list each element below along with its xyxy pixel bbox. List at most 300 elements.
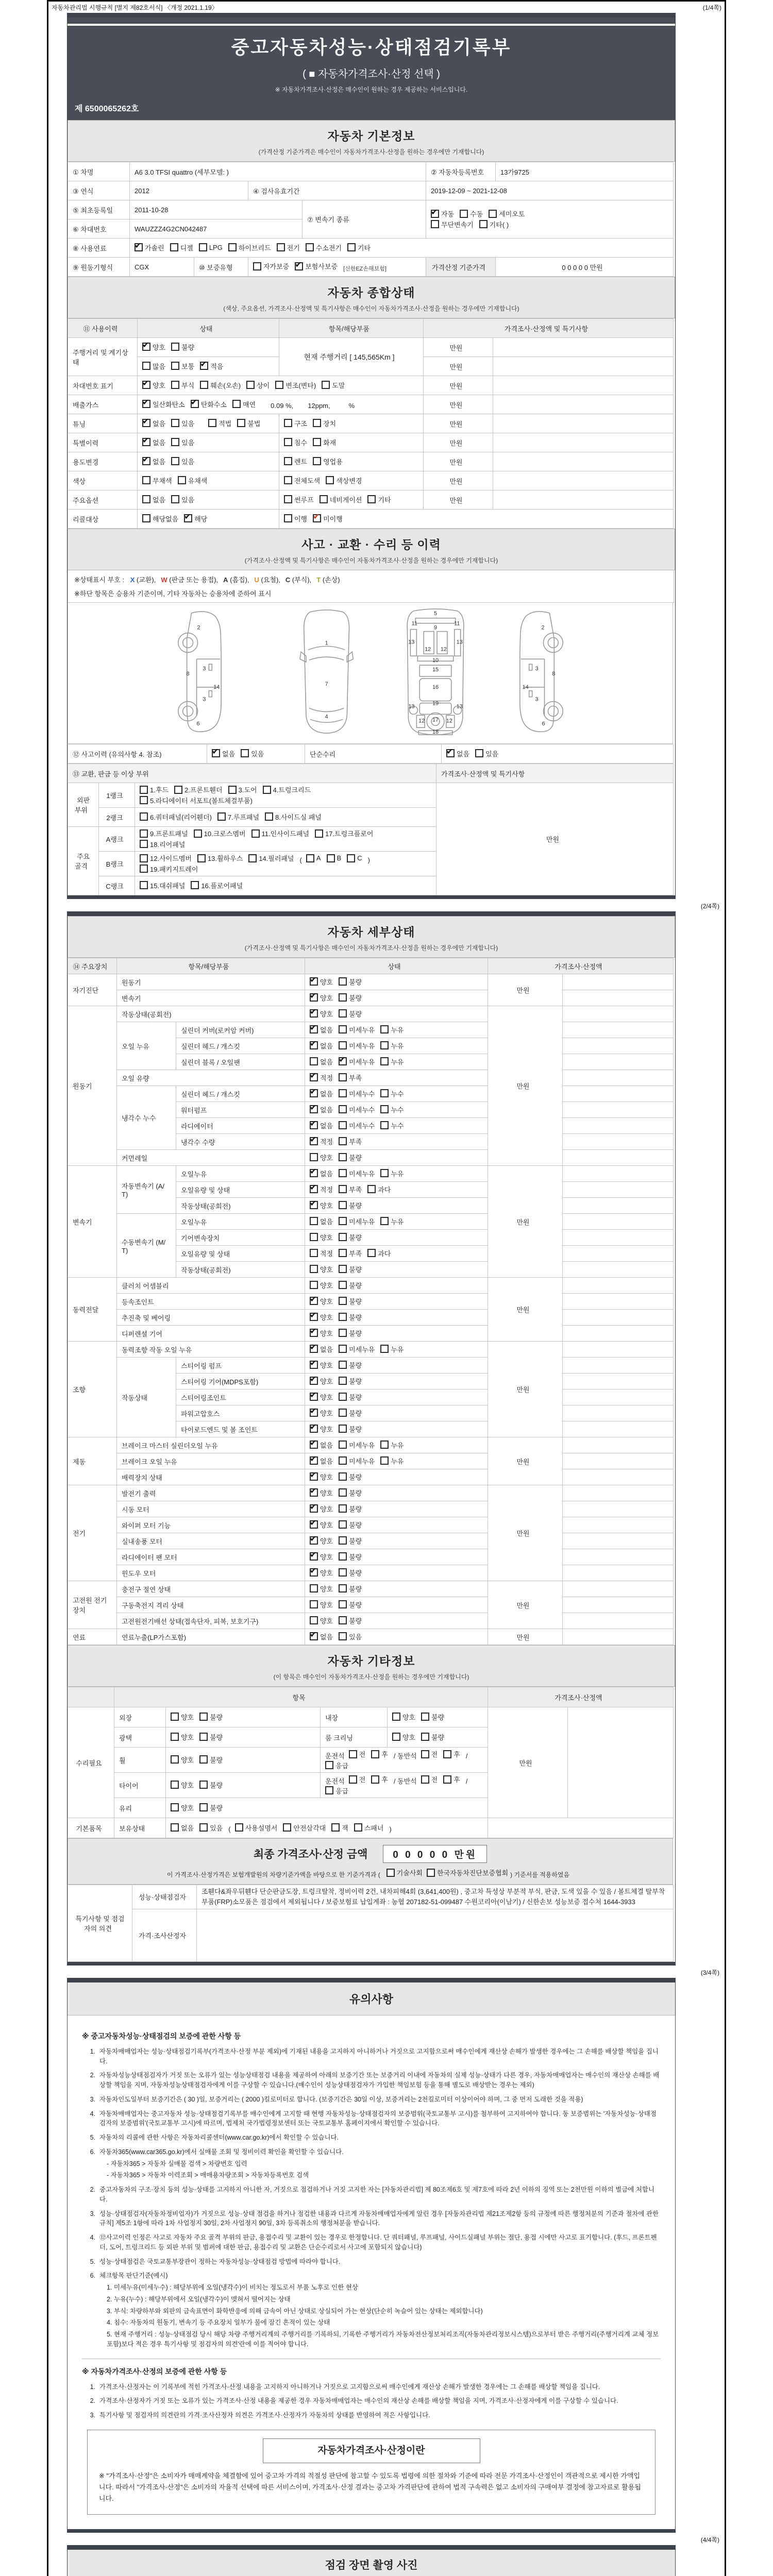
checkbox-checked: ✔ 일산화탄소	[142, 399, 185, 409]
form-text-cell: 만원	[488, 1707, 568, 1818]
checkbox-checked: ✔ 미이행	[313, 514, 343, 523]
form-text-cell: 오일누유	[176, 1214, 305, 1230]
form-text-cell: 2랭크	[99, 808, 135, 827]
diagram-number: 15	[432, 667, 439, 673]
checkbox-unchecked: 양호	[310, 1153, 333, 1162]
form-text-cell: 0 0 0 0 0 만원	[496, 258, 674, 277]
checkbox-unchecked: 양호	[310, 1232, 333, 1242]
form-text-cell	[563, 1453, 674, 1469]
notice-item: 2. 자동차성능상태점검자가 거짓 또는 오류가 있는 성능상태점검 내용을 제공하여 아래의 보증기간 또는 보증거리 이내에 자동차의 실제 성능·상태가 다른 경우, 자동차매매업자는 매수인의 재산상 손해를 배상할 책임을 지며, 자동차성능상태점검자에게 이를 구상할 수 있습니다.(매수인이 성능상태점검자가 가입한 책임보험 등을 통해 별도로 배상받는 경우는 제외)	[90, 2072, 660, 2089]
checkbox-unchecked: 무단변속기	[431, 219, 474, 229]
document-header	[68, 18, 675, 120]
form-text-cell: 상태	[138, 319, 279, 338]
form-text-cell: 만원	[488, 1006, 563, 1166]
form-text-cell: 스티어링 기어(MDPS포함)	[176, 1374, 305, 1389]
form-field-cell	[305, 1389, 488, 1405]
form-table	[68, 958, 674, 1645]
checkbox-unchecked: 미세누유	[339, 1456, 375, 1466]
notice-item: 1. 가격조사·산정자는 이 기록부에 적힌 가격조사·산정 내용을 고지하지 아니하거나 거짓으로 고지함으로써 매수인에게 재산상 손해가 발생한 경우에는 그 손해를 배상할 책임을 집니다.	[90, 2383, 600, 2391]
notice-subitem: 4. 침수: 자동차의 원동기, 변속기 등 주요장치 일부가 물에 잠긴 흔적이 있는 상태	[107, 2319, 330, 2327]
checkbox-unchecked: 불량	[339, 1488, 362, 1498]
form-text-cell: 추진축 및 베어링	[117, 1310, 305, 1326]
section-title: 사고 · 교환 · 수리 등 이력	[301, 538, 441, 551]
form-text-cell: 만원	[424, 376, 493, 395]
form-text-cell: 작동상태(공회전)	[176, 1198, 305, 1214]
form-text-cell	[563, 1485, 674, 1501]
checkbox-unchecked: 전	[349, 1749, 366, 1759]
form-text-cell: 원동기	[117, 974, 305, 990]
basic-info-table	[68, 162, 675, 277]
checkbox-unchecked: 썬루프	[284, 495, 314, 504]
form-text-cell	[493, 452, 674, 471]
form-text-cell: 실내송풍 모터	[117, 1533, 305, 1549]
checkbox-unchecked: 미세누유	[339, 1344, 375, 1354]
checkbox-checked: ✔ 양호	[142, 380, 165, 390]
checkbox-unchecked: 부족	[339, 1073, 362, 1082]
notice-item: 3. 자동차인도일부터 보증기간은 ( 30 )일, 보증거리는 ( 2000 )킬로미터로 합니다. (보증기간은 30일 이상, 보증거리는 2천킬로미터 이상이어야 하며, 그 중 먼저 도래한 것을 적용)	[90, 2095, 583, 2103]
form-text-cell	[493, 490, 674, 510]
info-box-title: 자동차가격조사·산정이란	[263, 2438, 480, 2464]
checkbox-unchecked: 색상변경	[326, 476, 362, 485]
checkbox-unchecked: 불량	[339, 1200, 362, 1210]
form-text-cell: 타이어	[114, 1773, 166, 1798]
checkbox-unchecked: 화재	[313, 437, 336, 447]
checkbox-unchecked: 불량	[339, 1504, 362, 1514]
final-price-label: 최종 가격조사·산정 금액	[253, 1849, 368, 1860]
form-text-cell: 배력장치 상태	[117, 1469, 305, 1485]
checkbox-unchecked: 누유	[380, 1344, 404, 1354]
checkbox-unchecked: 누유	[380, 1456, 404, 1466]
checkbox-unchecked: 장치	[313, 418, 336, 428]
form-text-cell: 만원	[424, 433, 493, 452]
form-text-cell	[563, 1198, 674, 1214]
form-text-cell: ② 자동차등록번호	[426, 162, 496, 181]
form-text-cell: A랭크	[99, 827, 135, 852]
form-field-cell	[305, 1597, 488, 1613]
checkbox-unchecked: 기술사회	[386, 1868, 423, 1877]
checkbox-unchecked: 영업용	[313, 456, 343, 466]
form-text-cell: 외장	[114, 1707, 166, 1727]
form-field-cell	[305, 990, 488, 1006]
checkbox-unchecked: 불량	[339, 1600, 362, 1609]
checkbox-unchecked: 불량	[339, 1264, 362, 1274]
checkbox-unchecked: 매연	[232, 399, 256, 409]
checkbox-unchecked: 불량	[339, 1009, 362, 1019]
checkbox-unchecked: 불량	[339, 1520, 362, 1530]
diagram-number: 11	[411, 620, 418, 627]
status-code: U (요철),	[254, 576, 280, 584]
checkbox-unchecked: 많음	[142, 361, 165, 371]
form-field-cell: 12.사이드멤버 13.휠하우스 14.필러패널 ( A B C ) 19.패키지트레이	[135, 852, 436, 876]
form-field-cell	[305, 1278, 488, 1294]
form-field-cell	[135, 808, 436, 827]
form-text-cell: 만원	[488, 1437, 563, 1485]
form-field-cell	[305, 1102, 488, 1118]
form-text-cell	[563, 1118, 674, 1134]
form-text-cell	[563, 1565, 674, 1581]
info-box-text: ※ "가격조사·산정"은 소비자가 매매계약을 체결함에 있어 중고차 가격의 적절성 판단에 참고할 수 있도록 법령에 의한 절차와 기준에 따라 전문 가격조사·산정인이 객관적으로 제시한 가액입니다. 따라서 "가격조사·산정"은 소비자의 자율적 선택에 따른 서비스이며, 가격조사·산정 결과는 중고차 가격판단에 관하여 법적 구속력은 없고 소비자의 구매여부 결정에 참고자료로 활용됩니다.	[99, 2472, 641, 2503]
checkbox-unchecked: 미세누유	[339, 1216, 375, 1226]
form-text-cell: 13가9725	[496, 162, 674, 181]
checkbox-unchecked: 16.플로어패널	[191, 880, 243, 890]
checkbox-unchecked: 있음	[339, 1632, 362, 1641]
form-field-cell	[279, 471, 424, 490]
form-text-cell	[563, 1038, 674, 1054]
form-text-cell	[563, 1150, 674, 1166]
checkbox-unchecked: 11.인사이드패널	[251, 828, 309, 838]
form-text-cell: 제동	[68, 1437, 117, 1485]
form-text-cell	[563, 1054, 674, 1070]
form-field-cell	[305, 1150, 488, 1166]
form-field-cell	[279, 510, 674, 529]
notice-item: 3. 성능·상태점검자(자동차정비업자)가 거짓으로 성능·상태 점검을 하거나 점검한 내용과 다르게 자동차매매업자에게 알린 경우 [자동차관리법 제21조제2항 등의 규정에 따른 행정처분의 기준과 절차에 관한 규칙] 제5조 1항에 따라 1차 사업정지 30일, 2차 사업정지 90일, 3차 등록취소의 행정처분을 받습니다.	[90, 2210, 659, 2227]
form-field-cell	[305, 1405, 488, 1421]
checkbox-unchecked: 불량	[339, 1408, 362, 1418]
notice-list-2	[82, 2185, 661, 2349]
form-text-cell: 가격산정 기준가격	[426, 258, 496, 277]
checkbox-checked: ✔ 양호	[310, 1520, 333, 1530]
form-field-cell	[138, 433, 279, 452]
form-text-cell: 연료	[68, 1629, 117, 1645]
checkbox-checked: ✔ 보험사보증	[295, 261, 338, 271]
diagram-number: 1	[325, 640, 328, 647]
form-field-cell	[135, 827, 436, 852]
form-text-cell: 실린더 커버(로커암 커버)	[176, 1022, 305, 1038]
form-field-cell	[166, 1727, 321, 1748]
form-text-cell: 타이로드엔드 및 볼 조인트	[176, 1421, 305, 1437]
form-field-cell	[305, 1469, 488, 1485]
checkbox-unchecked: 불량	[199, 1712, 223, 1722]
form-text-cell: 라디에이터 팬 모터	[117, 1549, 305, 1565]
checkbox-unchecked: 후	[443, 1774, 460, 1784]
checkbox-checked: ✔ 양호	[310, 1392, 333, 1402]
checkbox-unchecked: 상이	[246, 380, 270, 390]
checkbox-unchecked: 불량	[339, 1153, 362, 1162]
form-text-cell: 실린더 헤드 / 개스킷	[176, 1038, 305, 1054]
notice-subitem: 1. 미세누유(미세누수) : 해당부위에 오일(냉각수)이 비치는 정도로서 부품 노후로 인한 현상	[107, 2284, 358, 2292]
form-text-cell	[563, 1613, 674, 1629]
checkbox-checked: ✔ 없음	[142, 456, 165, 466]
form-table	[68, 744, 674, 764]
form-field-cell	[305, 1246, 488, 1262]
form-text-cell: 용도변경	[68, 452, 138, 471]
checkbox-checked: ✔ 적정	[310, 1137, 333, 1146]
checkbox-checked: ✔ 없음	[310, 1168, 333, 1178]
checkbox-unchecked: 디젤	[170, 243, 193, 252]
checkbox-checked: ✔ 양호	[310, 1376, 333, 1386]
form-text-cell	[563, 1581, 674, 1597]
legend-note: ※하단 항목은 승용차 기준이며, 기타 자동차는 승용차에 준하여 표시	[74, 590, 272, 598]
form-text-cell: 고전원 전기장치	[68, 1581, 117, 1629]
form-field-cell: 자가보증 ✔ 보험사보증 [신한EZ손해보험]	[248, 258, 426, 277]
diagram-number: 13	[456, 703, 463, 710]
form-text-cell: 오일유량 및 상태	[176, 1246, 305, 1262]
page-4	[67, 2545, 676, 2576]
checkbox-unchecked: 양호	[171, 1780, 194, 1790]
form-field-cell	[305, 1310, 488, 1326]
diagram-number: 5	[434, 610, 438, 617]
form-text-cell: 만원	[488, 1278, 563, 1342]
form-text-cell	[563, 1230, 674, 1246]
form-text-cell: 튜닝	[68, 414, 138, 433]
section-subtitle: (이 항목은 매수인이 자동차가격조사·산정을 원하는 경우에만 기재합니다)	[273, 1673, 469, 1681]
checkbox-unchecked: 양호	[392, 1732, 415, 1742]
form-text-cell: ⑭ 주요장치	[68, 958, 117, 974]
form-text-cell: 가격·조사산정자	[132, 1909, 197, 1961]
checkbox-unchecked: 있음	[171, 456, 194, 466]
checkbox-checked: ✔ 양호	[310, 1312, 333, 1322]
form-text-cell: 수리필요	[68, 1707, 114, 1818]
checkbox-unchecked: 없음	[310, 1216, 333, 1226]
notice-item: 5. 자동차의 리콜에 관한 사항은 자동차리콜센터(www.car.go.kr)에서 확인할 수 있습니다.	[90, 2134, 339, 2142]
form-text-cell: 스티어링 펌프	[176, 1358, 305, 1374]
form-text-cell: 주요 골격	[68, 827, 99, 895]
checkbox-unchecked: 누유	[380, 1041, 404, 1050]
checkbox-checked: ✔ 적정	[310, 1073, 333, 1082]
form-text-cell	[493, 395, 674, 414]
checkbox-unchecked: 부족	[339, 1184, 362, 1194]
form-text-cell	[563, 1597, 674, 1613]
form-field-cell	[135, 783, 436, 808]
checkbox-unchecked: 미세누유	[339, 1041, 375, 1050]
checkbox-unchecked: 세미오토	[489, 209, 525, 218]
form-text-cell: ⑤ 최초등록일	[68, 200, 130, 219]
checkbox-unchecked: 누유	[380, 1216, 404, 1226]
form-text-cell	[563, 1262, 674, 1278]
checkbox-unchecked: 구조	[284, 418, 307, 428]
checkbox-unchecked: 양호	[392, 1712, 415, 1722]
checkbox-unchecked: 없음	[171, 1823, 194, 1833]
diagram-number: 7	[325, 681, 328, 687]
form-text-cell: 시동 모터	[117, 1501, 305, 1517]
checkbox-unchecked: 있음	[241, 749, 264, 758]
checkbox-unchecked: 렌트	[284, 456, 307, 466]
form-text-cell: 만원	[424, 357, 493, 376]
form-text-cell: 라디에이터	[176, 1118, 305, 1134]
panel-exchange-table	[68, 764, 675, 895]
form-text-cell: 자기진단	[68, 974, 117, 1006]
checkbox-checked: ✔ 양호	[142, 342, 165, 352]
form-text-cell	[488, 1818, 674, 1838]
other-info-table	[68, 1687, 675, 1838]
page-marker-2: (2/4쪽)	[700, 903, 719, 910]
diagram-number: 14	[213, 684, 220, 690]
form-text-cell	[563, 1310, 674, 1326]
form-field-cell	[305, 1549, 488, 1565]
checkbox-unchecked: 한국자동차진단보증협회	[427, 1868, 508, 1877]
checkbox-checked: ✔ 해당	[184, 514, 207, 523]
checkbox-unchecked: 과다	[367, 1248, 391, 1258]
form-field-cell	[279, 433, 424, 452]
notice-list-3	[82, 2382, 661, 2420]
form-text-cell: 만원	[488, 974, 563, 1006]
checkbox-unchecked: 누유	[380, 1168, 404, 1178]
form-text-cell	[563, 1022, 674, 1038]
checkbox-unchecked: 미세누유	[339, 1440, 375, 1450]
form-text-cell: 만원	[488, 1581, 563, 1629]
checkbox-unchecked: 스패너	[354, 1823, 384, 1833]
checkbox-unchecked: 8.사이드실 패널	[265, 812, 322, 822]
form-text-cell	[563, 1437, 674, 1453]
form-text-cell: 룸 크리닝	[321, 1727, 388, 1748]
page-1	[67, 13, 676, 899]
checkbox-unchecked: 불량	[339, 993, 362, 1003]
form-text-cell: 휠	[114, 1748, 166, 1773]
form-field-cell	[138, 414, 279, 433]
checkbox-unchecked: 응급	[325, 1760, 348, 1770]
checkbox-checked: ✔ 양호	[310, 1424, 333, 1434]
notice-title: 유의사항	[68, 1982, 675, 2015]
checkbox-unchecked: LPG	[199, 243, 223, 251]
checkbox-unchecked: 불량	[339, 1616, 362, 1625]
form-table	[68, 318, 674, 529]
checkbox-unchecked: 양호	[171, 1755, 194, 1765]
form-field-cell	[207, 744, 305, 764]
form-field-cell	[166, 1798, 488, 1818]
form-text-cell: 2012	[130, 181, 248, 200]
checkbox-checked: ✔ 양호	[310, 1504, 333, 1514]
checkbox-unchecked: 후	[443, 1749, 460, 1759]
form-text-cell: 작동상태(공회전)	[176, 1262, 305, 1278]
section-title: 자동차 기타정보	[327, 1654, 415, 1668]
checkbox-unchecked: 전	[349, 1774, 366, 1784]
form-field-cell	[305, 1581, 488, 1597]
checkbox-unchecked: 양호	[171, 1732, 194, 1742]
diagram-number: 11	[454, 620, 460, 627]
form-field-cell	[138, 510, 279, 529]
form-text-cell	[568, 1707, 674, 1818]
form-text-cell: 전기	[68, 1485, 117, 1581]
page-marker-3: (3/4쪽)	[700, 1969, 719, 1976]
form-text-cell	[563, 1517, 674, 1533]
checkbox-unchecked: 18.리어패널	[140, 839, 185, 849]
checkbox-unchecked: 누수	[380, 1089, 404, 1098]
form-text-cell: 발전기 출력	[117, 1485, 305, 1501]
form-text-cell	[563, 1182, 674, 1198]
checkbox-unchecked: 12.사이드멤버	[140, 853, 192, 863]
form-text-cell: ⑦ 변속기 종류	[303, 200, 426, 239]
form-text-cell: 동력전달	[68, 1278, 117, 1342]
form-text-cell: 만원	[424, 395, 493, 414]
status-code: A (흠집),	[223, 576, 249, 584]
page-marker-4: (4/4쪽)	[700, 2536, 719, 2544]
checkbox-unchecked: 보통	[171, 361, 194, 371]
form-text-cell: 가격조사·산정액 및 특기사항	[424, 319, 674, 338]
checkbox-unchecked: 미세누수	[339, 1105, 375, 1114]
section-subtitle: (가격조사·산정액 및 특기사항은 매수인이 자동차가격조사·산정을 원하는 경우에만 기재합니다)	[244, 944, 498, 952]
form-field-cell	[166, 1707, 321, 1727]
diagram-number: 19	[432, 700, 439, 707]
notice-subitem: - 자동차365 > 자동차 실매물 검색 > 차량번호 입력	[107, 2160, 247, 2167]
form-field-cell	[305, 1086, 488, 1102]
checkbox-unchecked: 1.후드	[140, 785, 169, 794]
diagram-number: 3	[203, 666, 206, 672]
checkbox-checked: ✔ 양호	[310, 1472, 333, 1482]
checkbox-checked: ✔ 적정	[310, 1184, 333, 1194]
form-field-cell	[138, 471, 279, 490]
checkbox-unchecked: 미세누유	[339, 1025, 375, 1035]
checkbox-unchecked: 후	[371, 1774, 388, 1784]
form-field-cell: 없음 있음 ( 사용설명서 안전삼각대 잭 스패너 )	[166, 1818, 488, 1838]
checkbox-unchecked: 전체도색	[284, 476, 320, 485]
form-table	[68, 1687, 674, 1838]
checkbox-unchecked: 19.패키지트레이	[140, 864, 198, 874]
form-text-cell	[493, 433, 674, 452]
checkbox-checked: ✔ 없음	[310, 1025, 333, 1035]
checkbox-unchecked: 누수	[380, 1105, 404, 1114]
form-text-cell: 변속기	[117, 990, 305, 1006]
checkbox-checked: ✔ 양호	[310, 977, 333, 987]
checkbox-checked: ✔ 자동	[431, 209, 454, 218]
checkbox-unchecked: 수동	[460, 209, 483, 218]
diagram-number: 8	[552, 670, 556, 677]
section-title: 자동차 기본정보	[327, 129, 415, 143]
form-text-cell: 클러치 어셈블리	[117, 1278, 305, 1294]
checkbox-unchecked: 안전삼각대	[283, 1823, 326, 1833]
checkbox-unchecked: 있음	[171, 437, 194, 447]
checkbox-checked: ✔ 양호	[310, 1296, 333, 1306]
form-text-cell: 특기사항 및 점검자의 의견	[68, 1885, 132, 1961]
checkbox-unchecked: 13.휠하우스	[197, 853, 243, 863]
form-field-cell	[426, 200, 674, 239]
status-code: T (손상)	[316, 576, 340, 584]
form-field-cell: 운전석 전 후 / 동반석 전 후 / 응급	[321, 1773, 488, 1798]
form-field-cell	[305, 1565, 488, 1581]
section-subtitle: (색상, 주요옵션, 가격조사·산정액 및 특기사항은 매수인이 자동차가격조사·산정을 원하는 경우에만 기재합니다)	[223, 305, 519, 312]
notice-item: 4. ⑫사고이력 인정은 사고로 자동차 주요 골격 부위의 판금, 용접수리 및 교환이 있는 경우로 한정합니다. 단 쿼터패널, 루프패널, 사이드실패널 부위는 절단, 용접 시에만 사고로 표기합니다. (후드, 프론트펜더, 도어, 트렁크리드 등 외판 부위 및 범퍼에 대한 판금, 용접수리 및 교환은 단순수리로서 사고에 포함되지 않습니다)	[90, 2234, 657, 2251]
form-text-cell: 연료누출(LP가스포함)	[117, 1629, 305, 1645]
form-text-cell: 만원	[424, 452, 493, 471]
form-field-cell	[305, 1070, 488, 1086]
vehicle-diagram	[68, 603, 673, 744]
form-text-cell: 스티어링조인트	[176, 1389, 305, 1405]
form-text-cell: ④ 검사유효기간	[248, 181, 426, 200]
form-text-cell	[563, 1070, 674, 1086]
diagram-number: 13	[456, 639, 463, 646]
checkbox-unchecked: 6.쿼터패널(리어휀더)	[140, 812, 212, 822]
form-text-cell: ③ 연식	[68, 181, 130, 200]
form-text-cell	[563, 1405, 674, 1421]
form-text-cell: 보유상태	[114, 1818, 166, 1838]
checkbox-checked: ✔ 없음	[310, 1344, 333, 1354]
checkbox-unchecked: 과다	[367, 1184, 391, 1194]
form-text-cell	[563, 1358, 674, 1374]
checkbox-unchecked: 침수	[284, 437, 307, 447]
checkbox-unchecked: 15.대쉬패널	[140, 880, 185, 890]
form-field-cell	[305, 1166, 488, 1182]
checkbox-unchecked: 불량	[339, 1280, 362, 1290]
form-field-cell	[305, 1230, 488, 1246]
checkbox-unchecked: 양호	[310, 1264, 333, 1274]
form-text-cell: 자동변속기 (A/T)	[117, 1166, 176, 1214]
form-text-cell	[563, 1294, 674, 1310]
checkbox-unchecked: 불량	[421, 1732, 444, 1742]
checkbox-unchecked: 있음	[475, 749, 498, 758]
form-text-cell: 항목	[114, 1687, 488, 1707]
checkbox-unchecked: 불량	[199, 1755, 223, 1765]
accident-summary-table	[68, 744, 675, 764]
form-text-cell: 원동기	[68, 1006, 117, 1166]
checkbox-unchecked: 2.프론트휀더	[174, 785, 223, 794]
checkbox-unchecked: 훼손(오손)	[200, 380, 241, 390]
status-code: W (판금 또는 용접),	[161, 576, 219, 584]
section-basic-info	[68, 120, 675, 162]
document-subtitle: ( ■ 자동차가격조사·산정 선택 )	[303, 69, 440, 80]
checkbox-unchecked: 불량	[339, 1232, 362, 1242]
checkbox-unchecked: 부족	[339, 1137, 362, 1146]
form-text-cell: 작동상태(공회전)	[117, 1006, 305, 1022]
checkbox-unchecked: 불량	[339, 1312, 362, 1322]
